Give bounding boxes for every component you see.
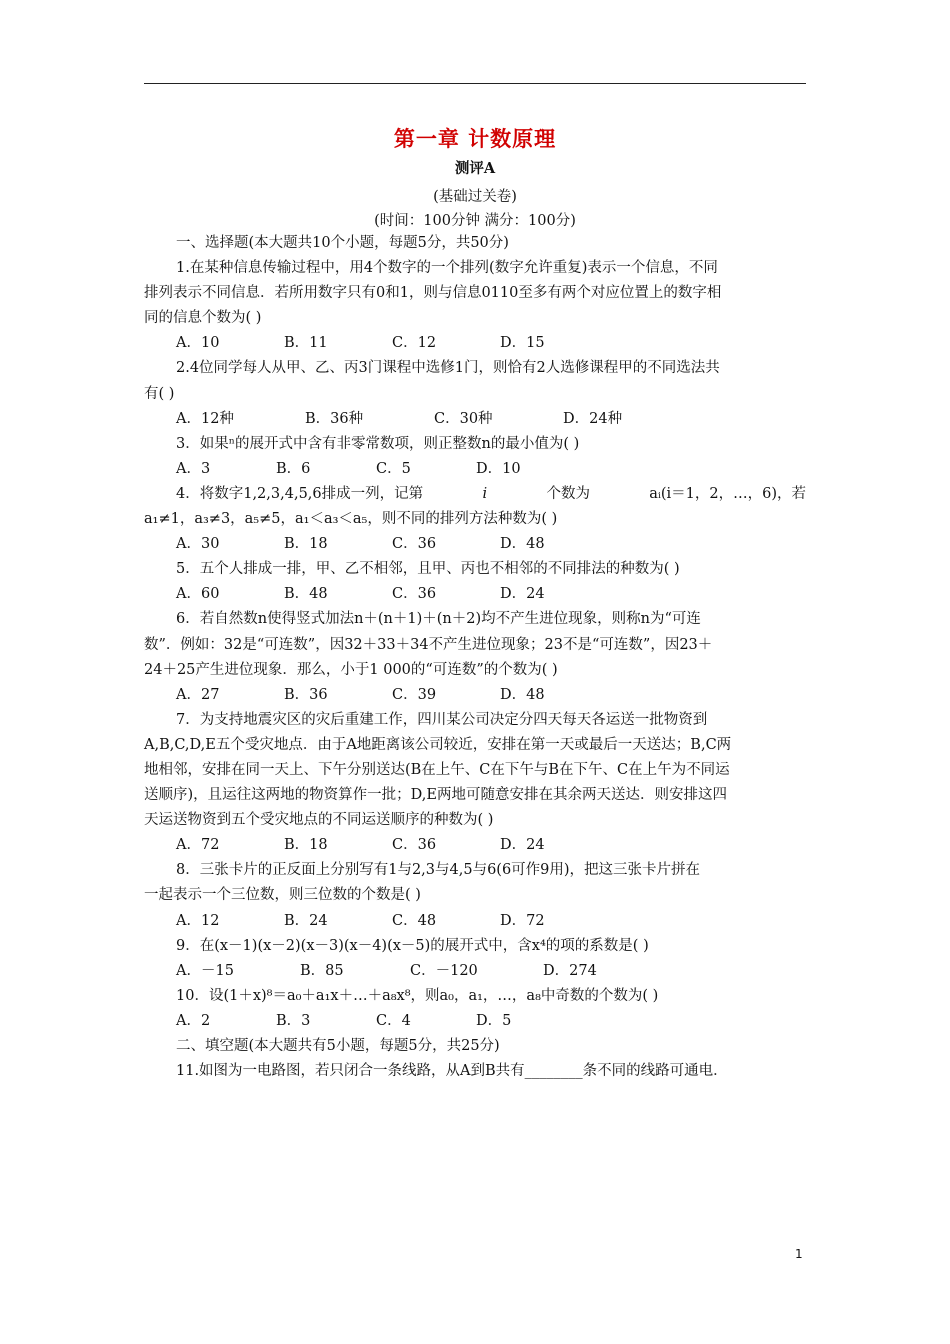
option-d: D．72 <box>500 912 545 929</box>
option-c: C．－120 <box>410 962 478 979</box>
chapter-title: 第一章 计数原理 <box>393 126 557 151</box>
option-b: B．18 <box>284 536 328 553</box>
question-8-line-2: 一起表示一个三位数，则三位数的个数是( ) <box>144 887 421 904</box>
option-a: A．2 <box>176 1012 211 1029</box>
option-a: A．12 <box>176 912 220 929</box>
option-a: A．72 <box>176 837 220 854</box>
paper-type: (基础过关卷) <box>433 189 517 205</box>
option-c: C．36 <box>392 837 437 854</box>
question-1-options <box>144 331 806 356</box>
q4-text-part-4: aᵢ(i＝1，2，…，6)，若 <box>649 485 806 502</box>
question-4-line-2: a₁≠1，a₃≠3，a₅≠5，a₁＜a₃＜a₅，则不同的排列方法种数为( ) <box>144 511 558 528</box>
option-d: D．24种 <box>563 410 623 427</box>
option-c: C．12 <box>392 335 437 352</box>
question-4-options <box>144 532 806 557</box>
option-a: A．3 <box>176 460 211 477</box>
section-heading: 二、填空题(本大题共有5小题，每题5分，共25分) <box>176 1038 500 1054</box>
option-b: B．3 <box>276 1012 311 1029</box>
option-b: B．85 <box>300 962 344 979</box>
option-c: C．5 <box>376 460 411 477</box>
question-9-line-1: 9．在(x－1)(x－2)(x－3)(x－4)(x－5)的展开式中，含x⁴的项的系数是( ) <box>176 937 649 954</box>
page-number: 1 <box>795 1247 803 1261</box>
question-2-line-1: 2.4位同学每人从甲、乙、丙3门课程中选修1门，则恰有2人选修课程甲的不同选法共 <box>176 360 720 377</box>
question-6-line-1: 6．若自然数n使得竖式加法n＋(n＋1)＋(n＋2)均不产生进位现象，则称n为“可连 <box>176 611 701 628</box>
question-7-line-2: A,B,C,D,E五个受灾地点．由于A地距离该公司较近，安排在第一天或最后一天送达；B,C两 <box>144 736 732 753</box>
question-4-line-1 <box>144 482 806 507</box>
section-heading: 一、选择题(本大题共10个小题，每题5分，共50分) <box>176 235 509 251</box>
q4-text-part-2: i <box>482 485 488 502</box>
question-7-options <box>144 833 806 858</box>
question-10-line-1: 10．设(1＋x)⁸＝a₀＋a₁x＋…＋a₈x⁸，则a₀，a₁，…，a₈中奇数的个数为( ) <box>176 987 659 1004</box>
option-c: C．39 <box>392 686 437 703</box>
option-a: A．12种 <box>176 410 234 427</box>
question-5-options <box>144 582 806 607</box>
question-8-options <box>144 909 806 934</box>
question-7-line-3: 地相邻，安排在同一天上、下午分别送达(B在上午、C在下午与B在下午、C在上午为不同运 <box>144 761 730 778</box>
question-1-line-3: 同的信息个数为( ) <box>144 310 262 327</box>
question-2-line-2: 有( ) <box>144 385 175 402</box>
question-9-options <box>144 959 806 984</box>
option-c: C．36 <box>392 536 437 553</box>
q4-text-part-3: 个数为 <box>546 485 590 502</box>
option-b: B．18 <box>284 837 328 854</box>
question-7-line-5: 天运送物资到五个受灾地点的不同运送顺序的种数为( ) <box>144 812 494 829</box>
question-5-line-1: 5．五个人排成一排，甲、乙不相邻，且甲、丙也不相邻的不同排法的种数为( ) <box>176 561 680 578</box>
option-c: C．4 <box>376 1012 411 1029</box>
question-6-options <box>144 683 806 708</box>
option-d: D．15 <box>500 335 545 352</box>
option-a: A．10 <box>176 335 220 352</box>
option-b: B．36种 <box>305 410 364 427</box>
question-7-line-1: 7．为支持地震灾区的灾后重建工作，四川某公司决定分四天每天各运送一批物资到 <box>176 711 708 728</box>
option-b: B．6 <box>276 460 311 477</box>
option-a: A．60 <box>176 586 220 603</box>
option-b: B．36 <box>284 686 328 703</box>
option-b: B．24 <box>284 912 328 929</box>
option-d: D．24 <box>500 837 545 854</box>
option-d: D．274 <box>543 962 597 979</box>
question-6-line-3: 24＋25产生进位现象．那么，小于1 000的“可连数”的个数为( ) <box>144 661 558 678</box>
option-d: D．48 <box>500 686 545 703</box>
option-c: C．36 <box>392 586 437 603</box>
exam-meta: (时间：100分钟 满分：100分) <box>374 213 576 229</box>
question-1-line-2: 排列表示不同信息．若所用数字只有0和1，则与信息0110至多有两个对应位置上的数字相 <box>144 285 722 302</box>
question-3-line-1: 3．如果ⁿ的展开式中含有非零常数项，则正整数n的最小值为( ) <box>176 435 580 452</box>
question-2-options <box>144 407 806 432</box>
option-d: D．24 <box>500 586 545 603</box>
question-3-options <box>144 457 806 482</box>
question-7-line-4: 送顺序)，且运往这两地的物资算作一批；D,E两地可随意安排在其余两天送达．则安排这四 <box>144 787 727 804</box>
option-a: A．－15 <box>176 962 234 979</box>
option-c: C．48 <box>392 912 437 929</box>
question-8-line-1: 8．三张卡片的正反面上分别写有1与2,3与4,5与6(6可作9用)，把这三张卡片拼在 <box>176 862 701 879</box>
option-a: A．30 <box>176 536 220 553</box>
question-1-line-1: 1.在某种信息传输过程中，用4个数字的一个排列(数字允许重复)表示一个信息，不同 <box>176 260 718 277</box>
header-rule <box>144 83 806 84</box>
option-d: D．5 <box>476 1012 512 1029</box>
option-d: D．48 <box>500 536 545 553</box>
option-c: C．30种 <box>434 410 493 427</box>
option-d: D．10 <box>476 460 521 477</box>
question-10-options <box>144 1009 806 1034</box>
option-a: A．27 <box>176 686 220 703</box>
exam-body <box>144 231 806 1084</box>
question-6-line-2: 数”．例如：32是“可连数”，因32＋33＋34不产生进位现象；23不是“可连数”，因23＋ <box>144 636 713 653</box>
q4-text-part-1: 4．将数字1,2,3,4,5,6排成一列，记第 <box>176 485 424 502</box>
option-b: B．48 <box>284 586 328 603</box>
question-11-line-1: 11.如图为一电路图，若只闭合一条线路，从A到B共有________条不同的线路可通电． <box>176 1063 728 1080</box>
option-b: B．11 <box>284 335 328 352</box>
test-subtitle: 测评A <box>454 160 496 177</box>
